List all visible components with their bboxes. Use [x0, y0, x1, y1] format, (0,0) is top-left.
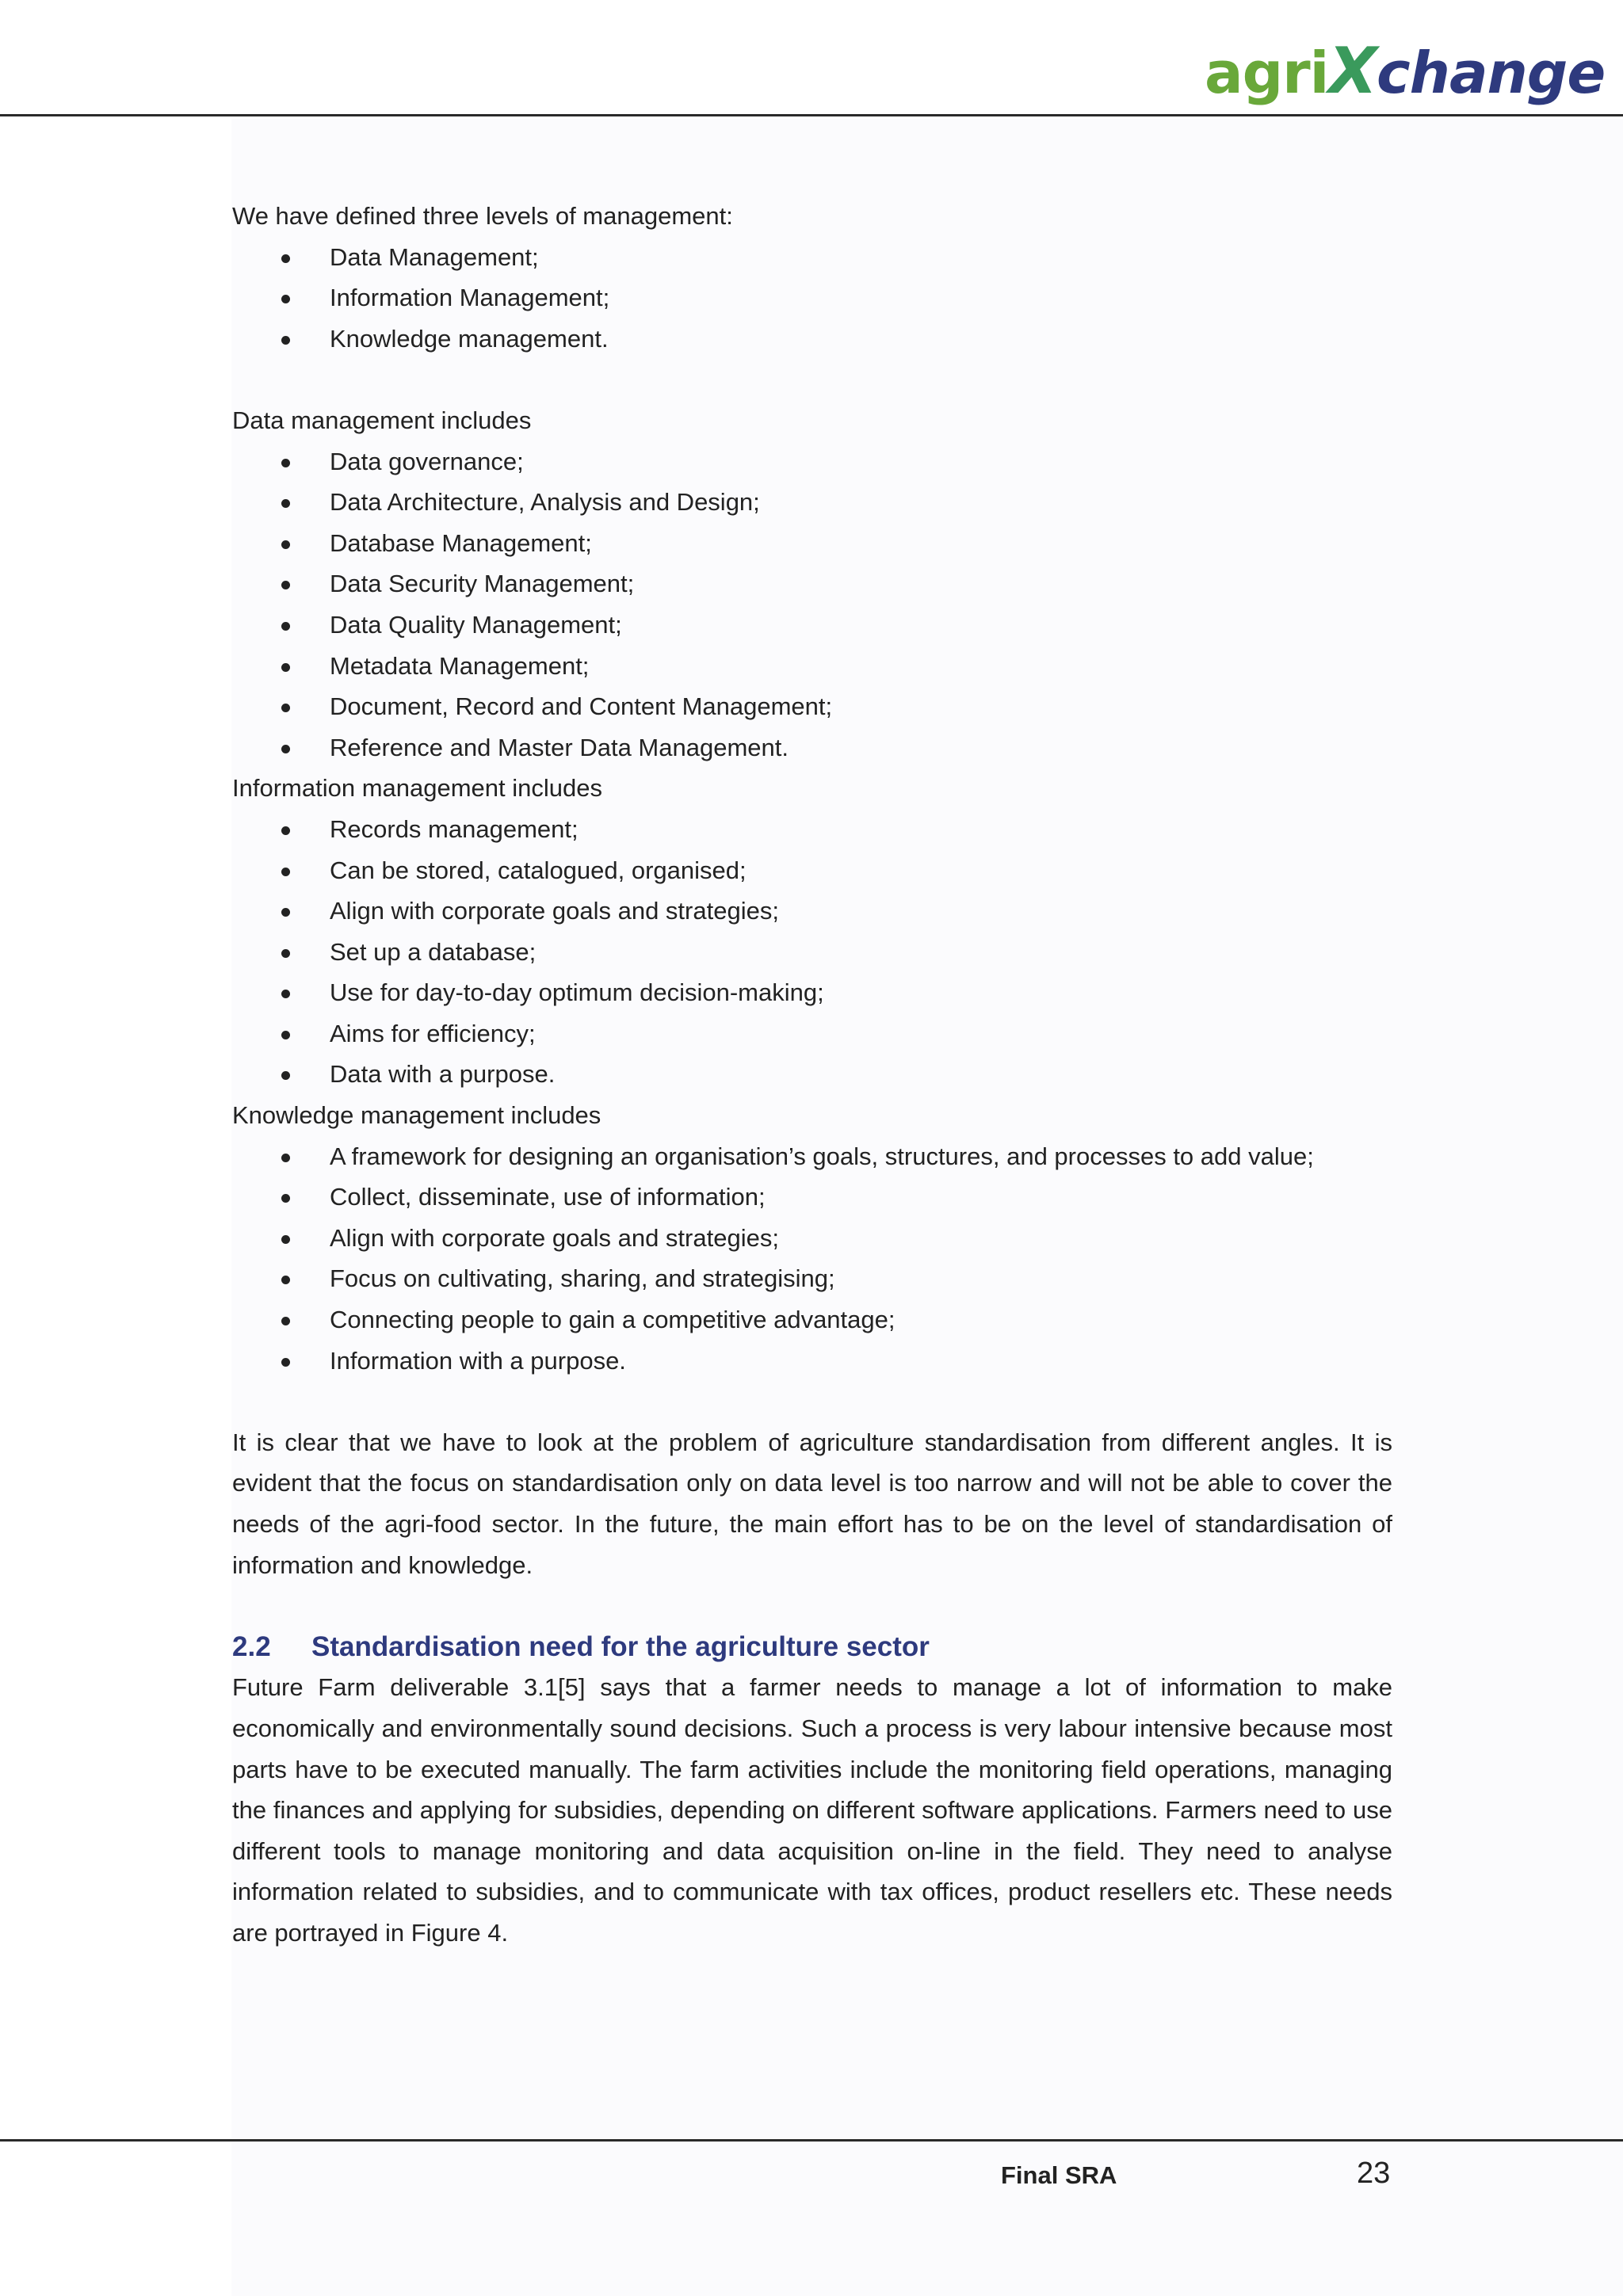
logo-part-x: X [1328, 34, 1377, 108]
spacer [232, 1381, 1392, 1422]
section-paragraph: Future Farm deliverable 3.1[5] says that a farmer needs to manage a lot of information to make economically and environmentally sound decisions. Such a process is very labour intensive because most parts have to be executed manually. The farm activities include the monitoring field operations, managing the finances and applying for subsidies, depending on different software applications. Farmers need to use different tools to manage monitoring and data acquisition on-line in the field. They need to analyse information related to subsidies, and to communicate with tax offices, product resellers etc. These needs are portrayed in Figure 4. [232, 1673, 1392, 1947]
list-item: Metadata Management; [232, 646, 1392, 687]
bullet-icon [281, 295, 290, 303]
list-item: Connecting people to gain a competitive advantage; [232, 1299, 1392, 1341]
list-item: Records management; [232, 809, 1392, 850]
bullet-icon [281, 990, 290, 998]
list-item: Database Management; [232, 523, 1392, 564]
list-item: Align with corporate goals and strategies; [232, 1218, 1392, 1259]
page-content [232, 196, 1392, 1954]
bullet-icon [281, 1276, 290, 1284]
list-item: Data Quality Management; [232, 605, 1392, 646]
bullet-icon [281, 540, 290, 549]
list-item: Focus on cultivating, sharing, and strategising; [232, 1258, 1392, 1299]
bullet-icon [281, 254, 290, 263]
bullet-icon [281, 908, 290, 917]
bullet-icon [281, 336, 290, 345]
bullet-icon [281, 459, 290, 467]
list-item: Knowledge management. [232, 318, 1392, 360]
list-item: Set up a database; [232, 932, 1392, 973]
bullet-icon [281, 581, 290, 589]
list-item: A framework for designing an organisation’s goals, structures, and processes to add value; [232, 1136, 1392, 1177]
list-item: Collect, disseminate, use of information; [232, 1177, 1392, 1218]
logo-part-agri: agri [1205, 40, 1329, 106]
list-item: Use for day-to-day optimum decision-making; [232, 972, 1392, 1013]
list-item: Align with corporate goals and strategies; [232, 891, 1392, 932]
bullet-icon [281, 1154, 290, 1162]
section-heading [232, 1627, 1392, 1668]
list-item: Can be stored, catalogued, organised; [232, 850, 1392, 891]
footer-label: Final SRA [1001, 2161, 1117, 2189]
bullet-icon [281, 1317, 290, 1325]
bullet-icon [281, 1031, 290, 1039]
list-item: Document, Record and Content Management; [232, 686, 1392, 727]
data-management-heading: Data management includes [232, 406, 532, 434]
bullet-icon [281, 826, 290, 835]
list-item: Data Security Management; [232, 563, 1392, 605]
list-item: Information Management; [232, 277, 1392, 318]
bullet-icon [281, 663, 290, 672]
bullet-icon [281, 1071, 290, 1080]
agrixchange-logo [1205, 32, 1605, 111]
list-item: Data with a purpose. [232, 1054, 1392, 1095]
header-divider [0, 114, 1623, 116]
bullet-icon [281, 1235, 290, 1244]
levels-list [232, 237, 1392, 360]
spacer [232, 359, 1392, 400]
bullet-icon [281, 1358, 290, 1367]
bullet-icon [281, 499, 290, 508]
list-item: Aims for efficiency; [232, 1013, 1392, 1055]
bullet-icon [281, 745, 290, 753]
footer-divider [0, 2139, 1623, 2142]
bullet-icon [281, 704, 290, 712]
list-item: Data Architecture, Analysis and Design; [232, 482, 1392, 523]
logo-part-change: change [1377, 40, 1606, 106]
data-management-list [232, 441, 1392, 769]
spacer [232, 1585, 1392, 1627]
section-title: Standardisation need for the agriculture sector [311, 1630, 930, 1662]
bullet-icon [281, 949, 290, 958]
section-number: 2.2 [232, 1630, 271, 1662]
list-item: Data Management; [232, 237, 1392, 278]
standardisation-paragraph: It is clear that we have to look at the problem of agriculture standardisation from different angles. It is evident that the focus on standardisation only on data level is too narrow and will not be able to cover the needs of the agri-food sector. In the future, the main effort has to be on the level of standardisation of information and knowledge. [232, 1428, 1392, 1579]
information-management-heading: Information management includes [232, 774, 602, 803]
bullet-icon [281, 622, 290, 631]
information-management-list [232, 809, 1392, 1095]
bullet-icon [281, 1194, 290, 1203]
bullet-icon [281, 868, 290, 876]
page-number: 23 [1357, 2157, 1391, 2190]
list-item: Data governance; [232, 441, 1392, 482]
list-item: Information with a purpose. [232, 1341, 1392, 1382]
knowledge-management-heading: Knowledge management includes [232, 1101, 601, 1130]
knowledge-management-list [232, 1136, 1392, 1382]
list-item: Reference and Master Data Management. [232, 727, 1392, 769]
levels-intro: We have defined three levels of management: [232, 202, 733, 230]
